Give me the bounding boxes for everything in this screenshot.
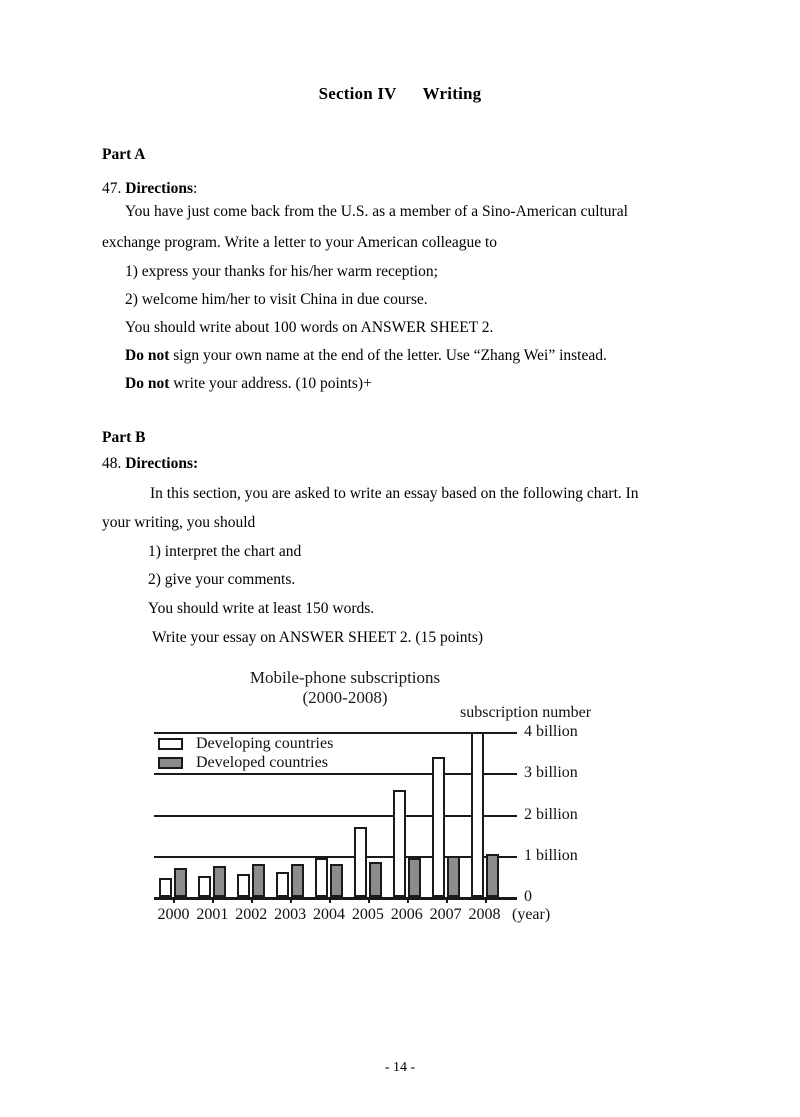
bar-developed-2008 xyxy=(486,854,499,897)
bar-developed-2004 xyxy=(330,864,343,897)
bar-group-2005 xyxy=(348,732,387,897)
x-tick-label-2008: 2008 xyxy=(468,906,501,923)
bar-developing-2002 xyxy=(237,874,250,897)
bar-developing-2007 xyxy=(432,757,445,897)
legend-label-developed: Developed countries xyxy=(196,753,328,771)
chart-title-line-1: Mobile-phone subscriptions xyxy=(249,668,441,687)
do-not-emphasis-2: Do not xyxy=(125,375,170,392)
y-tick-label-3: 3 billion xyxy=(524,764,578,782)
section-title-sub: Writing xyxy=(422,84,482,103)
y-tick-label-4: 4 billion xyxy=(524,723,578,740)
y-tick-mark-4 xyxy=(504,732,517,734)
bar-developed-2003 xyxy=(291,864,304,897)
bar-developing-2000 xyxy=(159,878,172,897)
mobile-phone-subscriptions-chart xyxy=(140,668,640,933)
x-tick-labels-group xyxy=(140,906,580,928)
part-b-directions-label xyxy=(102,455,198,473)
bar-developed-2002 xyxy=(252,864,265,897)
y-tick-label-2: 2 billion xyxy=(524,805,578,823)
legend-swatch-developed-icon xyxy=(158,757,183,769)
part-b-item-number: 48. xyxy=(102,455,122,472)
part-a-do-not-line-2 xyxy=(125,376,372,392)
legend-item-developed xyxy=(158,753,333,772)
part-b-line-6: Write your essay on ANSWER SHEET 2. (15 points) xyxy=(152,629,484,646)
bar-developing-2004 xyxy=(315,858,328,897)
x-tick-label-2002: 2002 xyxy=(235,906,268,923)
part-a-line-4: 2) welcome him/her to visit China in due course. xyxy=(125,291,428,308)
legend-item-developing xyxy=(158,734,333,753)
x-tick-label-2004: 2004 xyxy=(313,906,345,923)
bar-developing-2001 xyxy=(198,876,211,897)
part-b-line-4: 2) give your comments. xyxy=(148,571,296,588)
chart-title xyxy=(200,668,490,708)
y-tick-mark-3 xyxy=(504,773,517,775)
y-tick-mark-1 xyxy=(504,856,517,858)
y-axis-label: subscription number xyxy=(460,704,592,721)
part-b-line-3: 1) interpret the chart and xyxy=(148,543,302,560)
bar-developing-2003 xyxy=(276,872,289,897)
part-a-item-number: 47. xyxy=(102,180,122,197)
bar-group-2008 xyxy=(465,732,504,897)
page-title xyxy=(0,84,800,104)
page-footer: - 14 - xyxy=(384,1060,416,1075)
part-a-line-2: exchange program. Write a letter to your American colleague to xyxy=(102,234,498,251)
x-tick-label-2005: 2005 xyxy=(351,906,384,923)
bar-developed-2001 xyxy=(213,866,226,897)
do-not-text-1: sign your own name at the end of the letter. Use “Zhang Wei” instead. xyxy=(169,347,607,364)
legend-swatch-developing-icon xyxy=(158,738,183,750)
bar-developed-2007 xyxy=(447,856,460,897)
part-a-line-1: You have just come back from the U.S. as a member of a Sino-American cultural xyxy=(125,203,628,220)
do-not-text-2: write your address. (10 points)+ xyxy=(169,375,372,392)
section-title-main: Section IV xyxy=(318,84,397,103)
bar-developing-2008 xyxy=(471,732,484,897)
part-a-line-5: You should write about 100 words on ANSWER SHEET 2. xyxy=(125,319,494,336)
bar-developed-2005 xyxy=(369,862,382,897)
chart-legend xyxy=(158,734,333,772)
part-a-directions-label xyxy=(102,180,197,198)
part-a-line-3: 1) express your thanks for his/her warm reception; xyxy=(125,263,438,280)
x-tick-label-2007: 2007 xyxy=(429,906,462,923)
x-axis-unit-label: (year) xyxy=(512,906,551,923)
x-axis-baseline xyxy=(154,897,517,900)
bar-developing-2006 xyxy=(393,790,406,897)
part-a-directions-colon: : xyxy=(192,180,198,197)
bar-developed-2000 xyxy=(174,868,187,897)
chart-title-line-2: (2000-2008) xyxy=(302,688,388,708)
x-tick-label-2001: 2001 xyxy=(196,906,229,923)
y-tick-label-1: 1 billion xyxy=(524,846,578,864)
part-b-heading: Part B xyxy=(102,429,146,446)
part-a-heading: Part A xyxy=(102,146,146,163)
y-tick-mark-2 xyxy=(504,815,517,817)
do-not-emphasis-1: Do not xyxy=(125,347,170,364)
bar-group-2006 xyxy=(387,732,426,897)
part-b-line-2: your writing, you should xyxy=(102,514,256,531)
legend-label-developing: Developing countries xyxy=(196,734,334,752)
y-tick-label-0: 0 xyxy=(524,888,532,905)
bar-group-2007 xyxy=(426,732,465,897)
bar-developed-2006 xyxy=(408,858,421,897)
part-b-line-1: In this section, you are asked to write an essay based on the following chart. In xyxy=(150,485,639,502)
x-tick-label-2000: 2000 xyxy=(157,906,190,923)
part-b-line-5: You should write at least 150 words. xyxy=(148,600,375,617)
x-tick-label-2006: 2006 xyxy=(390,906,423,923)
part-a-do-not-line-1 xyxy=(125,348,607,364)
part-b-directions-word: Directions: xyxy=(125,455,199,472)
part-a-directions-word: Directions xyxy=(125,180,193,197)
bar-developing-2005 xyxy=(354,827,367,897)
x-tick-label-2003: 2003 xyxy=(274,906,307,923)
